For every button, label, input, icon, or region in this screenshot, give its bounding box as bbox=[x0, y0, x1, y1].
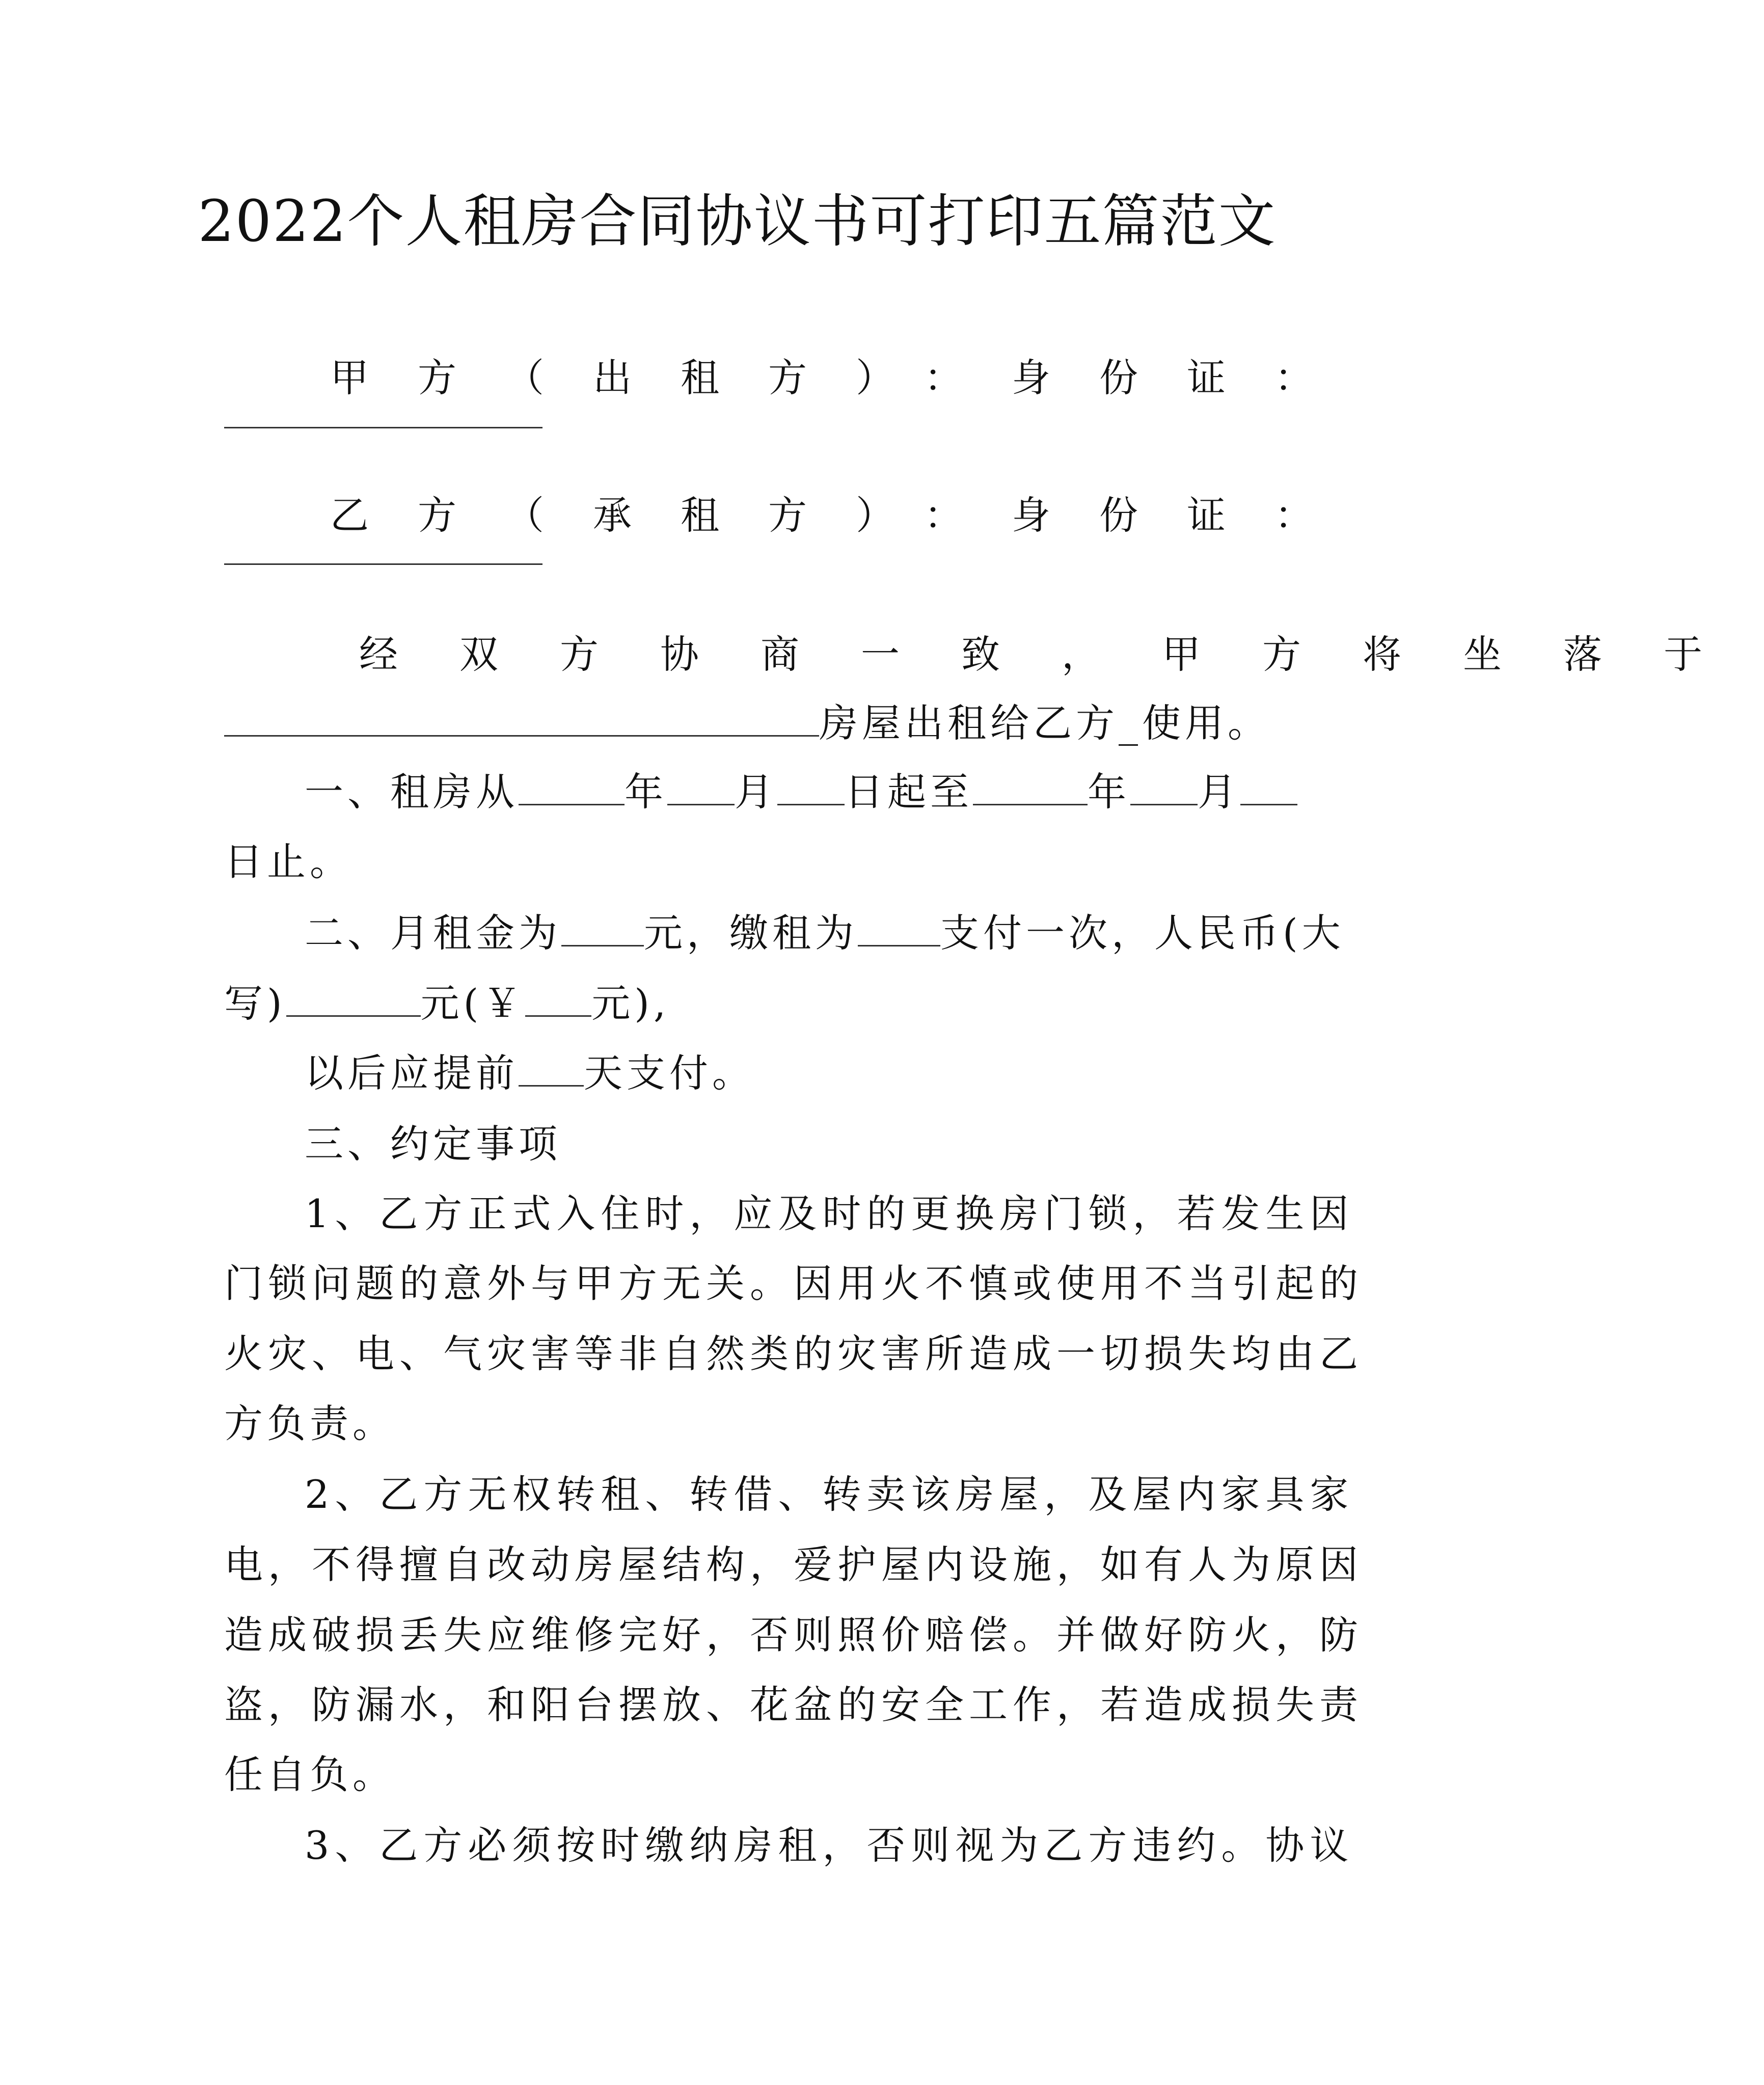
rent-yuan: 元，缴租为 bbox=[644, 910, 858, 956]
rent-amount-blank bbox=[525, 979, 591, 1017]
address-blank bbox=[224, 698, 819, 737]
rent-line-1 bbox=[305, 908, 1345, 959]
agreement-line-1 bbox=[359, 629, 1764, 680]
end-month-label: 月 bbox=[1198, 769, 1240, 815]
clause-1-line-2: 门锁问题的意外与甲方无关。因用火不慎或使用不当引起的 bbox=[224, 1261, 1363, 1306]
party-a-id-blank bbox=[224, 427, 542, 428]
agreement-suffix: 房屋出租给乙方_使用。 bbox=[819, 700, 1270, 746]
advance-suffix: 天支付。 bbox=[584, 1050, 755, 1096]
agreement-text: 经双方协商一致，甲方将坐落于 bbox=[359, 632, 1764, 677]
party-b-label: 乙方（承租方）： bbox=[330, 493, 1012, 538]
section3-heading: 三、约定事项 bbox=[305, 1121, 561, 1167]
end-year-blank bbox=[973, 767, 1088, 805]
rent-end: 元), bbox=[591, 981, 670, 1026]
clause-1-line-3: 火灾、电、气灾害等非自然类的灾害所造成一切损失均由乙 bbox=[224, 1331, 1363, 1376]
clause-3-line-1: 3、乙方必须按时缴纳房租，否则视为乙方违约。协议 bbox=[305, 1823, 1354, 1868]
term-line-2 bbox=[224, 836, 352, 887]
rent-prefix: 二、月租金为 bbox=[305, 910, 561, 956]
advance-prefix: 以后应提前 bbox=[305, 1050, 519, 1096]
party-b-id-label: 身份证： bbox=[1012, 493, 1362, 538]
term-prefix: 一、租房从 bbox=[305, 769, 519, 815]
end-year-label: 年 bbox=[1088, 769, 1130, 815]
clause-1-line-4: 方负责。 bbox=[224, 1401, 395, 1446]
advance-days-blank bbox=[519, 1048, 584, 1087]
advance-line bbox=[305, 1048, 755, 1099]
party-a-id-label: 身份证： bbox=[1012, 355, 1362, 400]
party-a-line bbox=[330, 353, 1362, 403]
clause-2-line-4: 盗，防漏水，和阳台摆放、花盆的安全工作，若造成损失责 bbox=[224, 1682, 1363, 1727]
start-month-label: 月 bbox=[735, 769, 777, 815]
monthly-rent-blank bbox=[561, 908, 644, 946]
start-day-blank bbox=[777, 767, 845, 805]
clause-1-line-1: 1、乙方正式入住时，应及时的更换房门锁，若发生因 bbox=[305, 1191, 1354, 1236]
rent-pay-once: 支付一次，人民币(大 bbox=[940, 910, 1345, 956]
end-month-blank bbox=[1130, 767, 1198, 805]
term-line-1 bbox=[305, 767, 1297, 818]
pay-period-blank bbox=[858, 908, 940, 946]
start-day-label: 日起至 bbox=[845, 769, 973, 815]
rent-line-2 bbox=[224, 978, 670, 1029]
start-year-label: 年 bbox=[625, 769, 667, 815]
agreement-line-2 bbox=[224, 698, 1270, 749]
rent-rmb: 元(￥ bbox=[420, 981, 526, 1026]
rent-capital-blank bbox=[286, 979, 421, 1017]
clause-2-line-1: 2、乙方无权转租、转借、转卖该房屋，及屋内家具家 bbox=[305, 1472, 1354, 1517]
document-title: 2022个人租房合同协议书可打印五篇范文 bbox=[198, 188, 1277, 255]
clause-2-line-3: 造成破损丢失应维修完好，否则照价赔偿。并做好防火，防 bbox=[224, 1612, 1363, 1658]
end-day-blank bbox=[1240, 767, 1297, 805]
clause-2-line-5: 任自负。 bbox=[224, 1752, 395, 1797]
clause-2-line-2: 电，不得擅自改动房屋结构，爱护屋内设施，如有人为原因 bbox=[224, 1542, 1363, 1587]
party-b-line bbox=[330, 490, 1362, 541]
start-year-blank bbox=[519, 767, 625, 805]
start-month-blank bbox=[667, 767, 735, 805]
party-a-label: 甲方（出租方）： bbox=[330, 355, 1012, 400]
term-end: 日止。 bbox=[224, 839, 352, 884]
party-b-id-blank bbox=[224, 563, 542, 565]
rent-capital-prefix: 写) bbox=[224, 981, 286, 1026]
